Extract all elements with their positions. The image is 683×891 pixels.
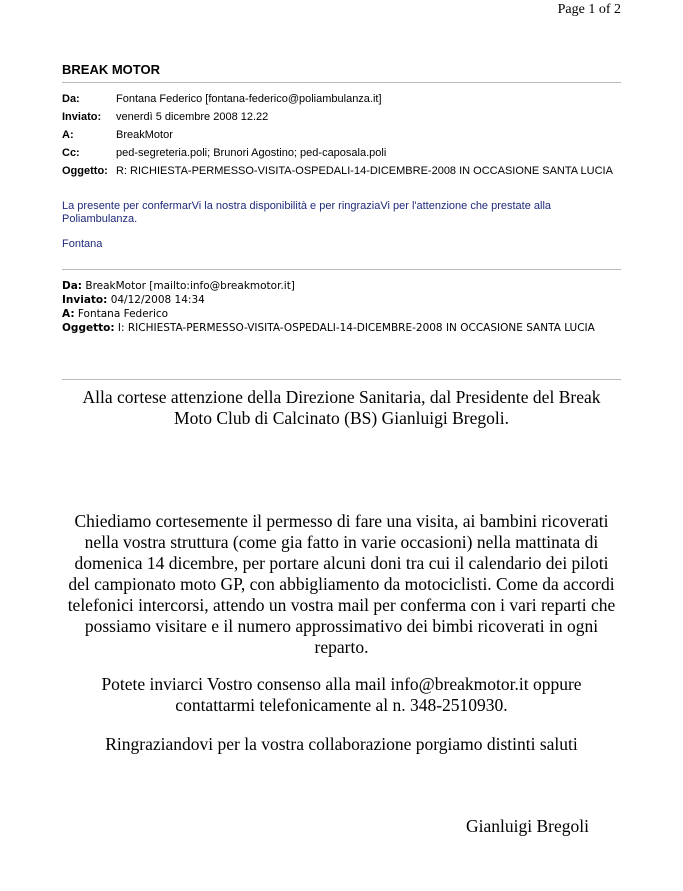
- forward-row-to: [62, 307, 595, 321]
- header-label: Oggetto:: [62, 322, 115, 334]
- reply-body: La presente per confermarVi la nostra disponibilità e per ringraziaVi per l'attenzione che prestate alla Poliambulanza.: [62, 200, 552, 225]
- header-label: A:: [62, 308, 75, 320]
- page-number: Page 1 of 2: [557, 2, 621, 17]
- header-label: Da:: [62, 280, 83, 292]
- header-label: Da:: [62, 93, 80, 105]
- header-label: Inviato:: [62, 111, 102, 123]
- divider: [62, 269, 621, 270]
- header-row-from: [62, 93, 621, 105]
- header-row-sent: [62, 111, 621, 123]
- forward-row-subject: [62, 321, 595, 335]
- organization-title: BREAK MOTOR: [62, 62, 160, 77]
- header-value: Fontana Federico [fontana-federico@poliambulanza.it]: [116, 93, 382, 105]
- reply-email-header: [62, 93, 621, 183]
- forward-row-from: [62, 279, 595, 293]
- header-value: BreakMotor: [116, 129, 173, 141]
- header-value: ped-segreteria.poli; Brunori Agostino; ped-caposala.poli: [116, 147, 387, 159]
- reply-signature: Fontana: [62, 238, 103, 250]
- divider: [62, 379, 621, 380]
- header-value: BreakMotor [mailto:info@breakmotor.it]: [85, 280, 295, 292]
- header-label: A:: [62, 129, 74, 141]
- letter-salutation: Alla cortese attenzione della Direzione Sanitaria, dal Presidente del Break Moto Club di Calcinato (BS) Gianluigi Bregoli.: [82, 387, 601, 428]
- header-value: I: RICHIESTA-PERMESSO-VISITA-OSPEDALI-14-DICEMBRE-2008 IN OCCASIONE SANTA LUCIA: [117, 322, 595, 334]
- header-value: Fontana Federico: [77, 308, 169, 320]
- forward-row-sent: [62, 293, 595, 307]
- divider: [62, 82, 621, 83]
- letter-paragraph-contact: Potete inviarci Vostro consenso alla mail info@breakmotor.it oppure contattarmi telefonicamente al n. 348-2510930.: [101, 674, 582, 715]
- header-row-to: [62, 129, 621, 141]
- letter-paragraph-closing: Ringraziandovi per la vostra collaborazione porgiamo distinti saluti: [105, 734, 578, 754]
- header-label: Inviato:: [62, 294, 108, 306]
- header-value: R: RICHIESTA-PERMESSO-VISITA-OSPEDALI-14-DICEMBRE-2008 IN OCCASIONE SANTA LUCIA: [116, 165, 613, 177]
- header-label: Oggetto:: [62, 165, 108, 177]
- letter-paragraph-request: Chiediamo cortesemente il permesso di fare una visita, ai bambini ricoverati nella vostra struttura (come gia fatto in varie occasioni) nella mattinata di domenica 14 dicembre, per portare alcuni doni tra cui il calendario dei piloti del campionato moto GP, con abbigliamento da motociclisti. Come da accordi telefonici intercorsi, attendo un vostra mail per conferma con i vari reparti che possiamo visitare e il numero approssimativo dei bimbi ricoverati in ogni reparto.: [67, 511, 616, 657]
- header-label: Cc:: [62, 147, 80, 159]
- letter-signature: Gianluigi Bregoli: [466, 816, 589, 836]
- header-row-cc: [62, 147, 621, 159]
- header-value: 04/12/2008 14:34: [110, 294, 205, 306]
- header-value: venerdì 5 dicembre 2008 12.22: [116, 111, 269, 123]
- forwarded-email-header: [62, 279, 595, 335]
- header-row-subject: [62, 165, 621, 177]
